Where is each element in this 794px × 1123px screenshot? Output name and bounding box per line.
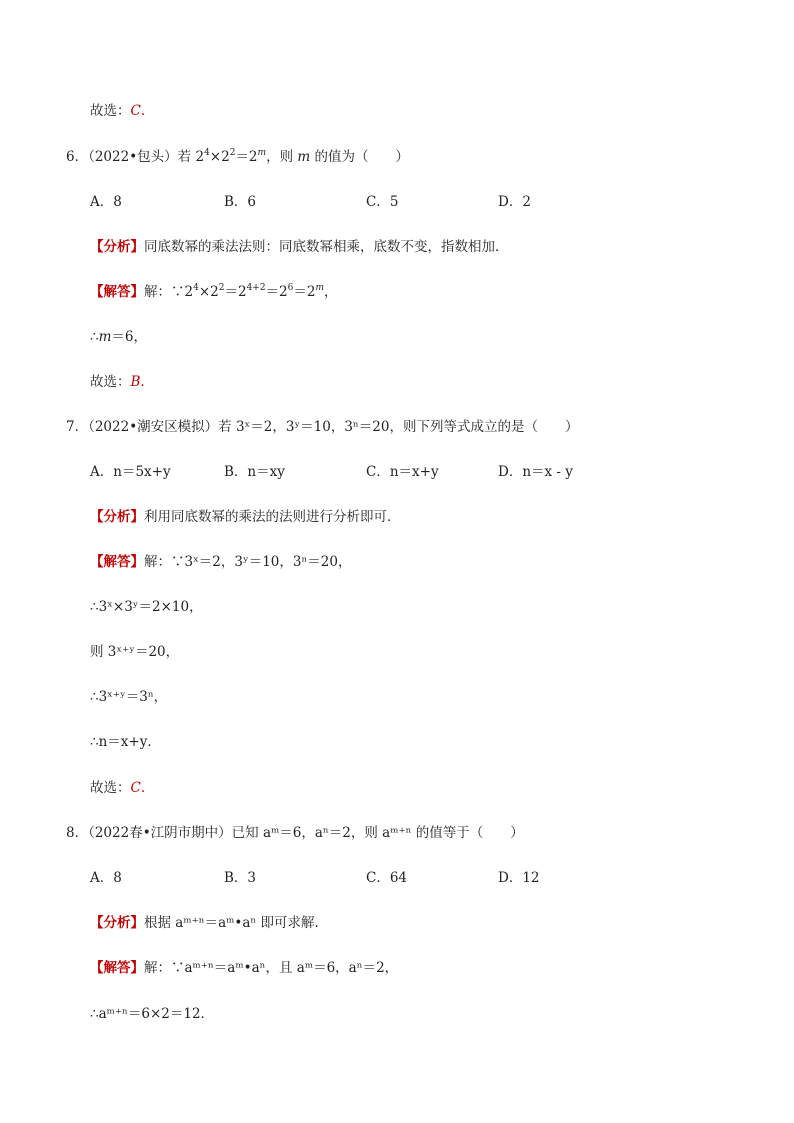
q7-option-b: B．n＝xy <box>224 464 285 480</box>
solution-tag: 【解答】 <box>90 960 144 976</box>
solution-part: ， <box>324 284 338 300</box>
q8-stem <box>66 823 524 843</box>
therefore-symbol: ∴ <box>90 329 99 345</box>
exponent: 2 <box>229 147 236 158</box>
solution-part: ＝2 <box>265 284 288 300</box>
conclusion-label: 故选： <box>90 103 131 119</box>
exponent: 4 <box>204 147 210 158</box>
q7-analysis <box>90 507 401 527</box>
q8-option-d: D．12 <box>498 870 540 886</box>
q7-option-d: D．n＝x - y <box>498 464 573 480</box>
solution-tag: 【解答】 <box>90 554 144 570</box>
question-number: 8． <box>66 825 89 841</box>
answer-period: . <box>140 374 145 390</box>
analysis-text: 利用同底数幂的乘法的法则进行分析即可． <box>144 509 401 525</box>
analysis-text: 同底数幂的乘法法则：同底数幂相乘，底数不变，指数相加． <box>144 239 509 255</box>
solution-tag: 【解答】 <box>90 284 144 300</box>
q6-analysis <box>90 237 509 257</box>
exponent: 4 <box>193 282 199 293</box>
q8-option-b: B．3 <box>224 870 257 886</box>
analysis-tag: 【分析】 <box>90 915 144 931</box>
exponent: m <box>315 282 325 293</box>
q7-conclusion <box>90 778 145 798</box>
q7-option-c: C．n＝x+y <box>366 464 439 480</box>
q6-option-a: A．8 <box>90 194 122 210</box>
stem-part: ，则 <box>266 149 294 165</box>
solution-text: 解：∵aᵐ⁺ⁿ＝aᵐ•aⁿ，且 aᵐ＝6，aⁿ＝2， <box>144 960 399 976</box>
exponent: 6 <box>287 282 294 293</box>
conclusion-label: 故选： <box>90 374 131 390</box>
exponent: 4+2 <box>246 282 266 293</box>
q6-step1 <box>90 327 147 347</box>
question-source: （2022•包头） <box>88 149 178 165</box>
q8-option-c: C．64 <box>366 870 408 886</box>
q6-option-d: D．2 <box>498 194 531 210</box>
conclusion-label: 故选： <box>90 780 131 796</box>
solution-part: ＝2 <box>224 284 247 300</box>
solution-part: ×2 <box>198 284 219 300</box>
solution-text: 解：∵3ˣ＝2，3ʸ＝10，3ⁿ＝20， <box>144 554 352 570</box>
q6-option-b: B．6 <box>224 194 257 210</box>
q7-stem <box>66 417 578 437</box>
q6-solution <box>90 282 338 302</box>
exponent: m <box>257 147 267 158</box>
stem-text: 若 3ˣ＝2，3ʸ＝10，3ⁿ＝20，则下列等式成立的是（ ） <box>218 419 579 435</box>
q5-conclusion <box>90 101 145 121</box>
variable: m <box>98 329 112 345</box>
analysis-text: 根据 aᵐ⁺ⁿ＝aᵐ•aⁿ 即可求解． <box>144 915 329 931</box>
variable: m <box>297 149 311 165</box>
q6-conclusion <box>90 372 145 392</box>
question-source: （2022•潮安区模拟） <box>88 419 219 435</box>
question-number: 6． <box>66 149 89 165</box>
analysis-tag: 【分析】 <box>90 239 144 255</box>
q8-analysis <box>90 913 328 933</box>
stem-text: 已知 aᵐ＝6，aⁿ＝2，则 aᵐ⁺ⁿ 的值等于（ ） <box>231 825 524 841</box>
answer-letter: C <box>130 780 141 796</box>
solution-part: 解：∵2 <box>144 284 194 300</box>
stem-part: ＝2 <box>235 149 258 165</box>
q6-stem <box>66 147 409 167</box>
q7-step4: ∴n＝x+y． <box>90 734 161 750</box>
q8-step1: ∴aᵐ⁺ⁿ＝6×2＝12． <box>90 1006 215 1022</box>
q8-option-a: A．8 <box>90 870 122 886</box>
exponent: 2 <box>218 282 225 293</box>
q7-option-a: A．n＝5x+y <box>90 464 171 480</box>
step-text: ＝6， <box>111 329 147 345</box>
answer-letter: B <box>130 374 141 390</box>
q7-step1: ∴3ˣ×3ʸ＝2×10， <box>90 599 203 615</box>
solution-part: ＝2 <box>293 284 316 300</box>
q7-step2: 则 3ˣ⁺ʸ＝20， <box>90 644 180 660</box>
q7-solution <box>90 552 352 572</box>
answer-period: . <box>140 780 146 796</box>
q7-step3: ∴3ˣ⁺ʸ＝3ⁿ， <box>90 689 168 705</box>
stem-part: 若 2 <box>177 149 205 165</box>
question-number: 7． <box>66 419 89 435</box>
analysis-tag: 【分析】 <box>90 509 144 525</box>
q8-solution <box>90 958 398 978</box>
q6-option-c: C．5 <box>366 194 399 210</box>
stem-part: 的值为（ ） <box>314 149 409 165</box>
question-source: （2022春•江阴市期中） <box>88 825 232 841</box>
stem-part: ×2 <box>209 149 230 165</box>
answer-letter: C <box>130 103 141 119</box>
answer-period: . <box>140 103 146 119</box>
